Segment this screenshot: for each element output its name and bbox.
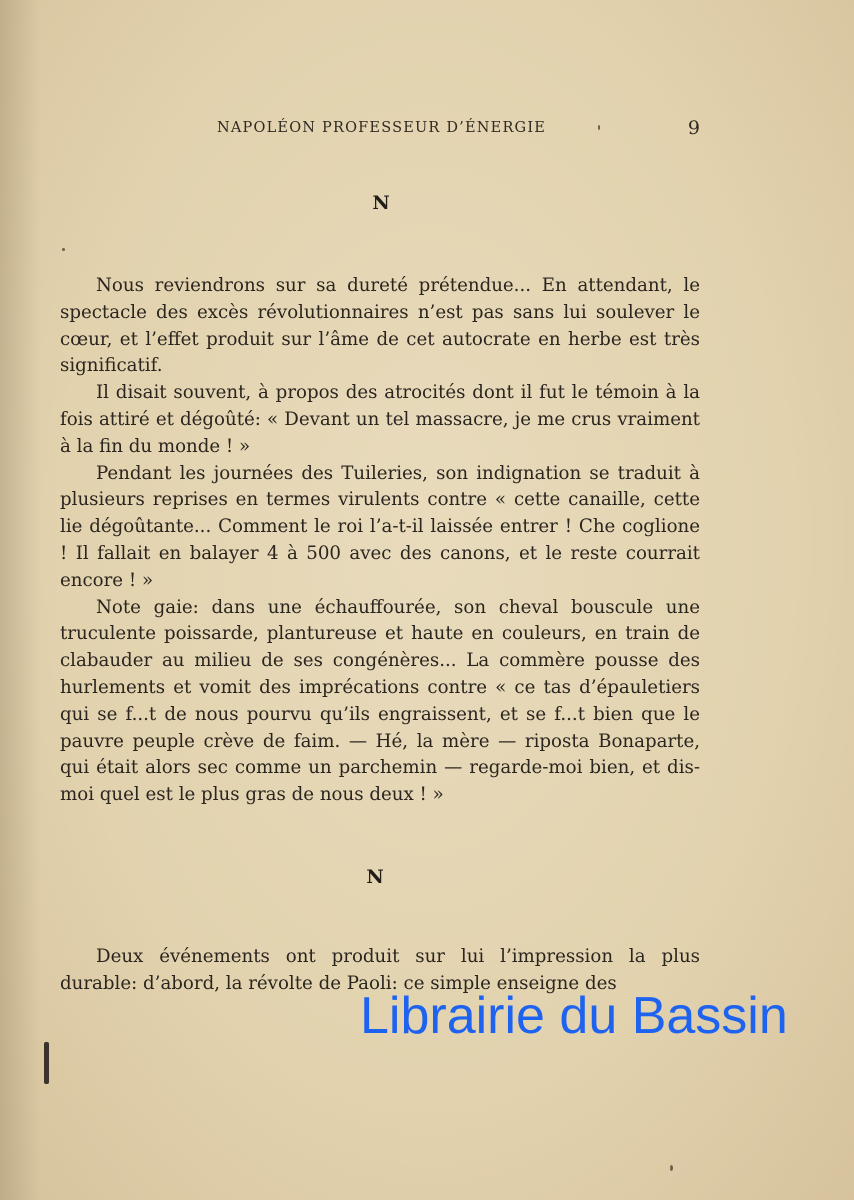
- section-separator: N: [366, 866, 384, 888]
- running-title: NAPOLÉON PROFESSEUR D’ÉNERGIE: [217, 120, 547, 136]
- paper-speck: [670, 1165, 673, 1171]
- paragraph: Note gaie: dans une échauffourée, son cheval bouscule une truculente poissarde, plantureuse et haute en couleurs, en train de clabauder au milieu de ses congénères... La commère pousse des hurlements et vomit des imprécations contre « ce tas d’épauletiers qui se f...t de nous pourvu qu’ils engraissent, et se f...t bien que le pauvre peuple crève de faim. — Hé, la mère — riposta Bonaparte, qui était alors sec comme un parchemin — regarde-moi bien, et dis-moi quel est le plus gras de nous deux ! »: [60, 596, 700, 806]
- paragraph: Pendant les journées des Tuileries, son indignation se traduit à plusieurs reprises en termes virulents contre « cette canaille, cette lie dégoûtante... Comment le roi l’a-t-il laissée entrer ! Che coglione ! Il fallait en balayer 4 à 500 avec des canons, et le reste courrait encore ! »: [60, 462, 700, 591]
- watermark-text: Librairie du Bassin: [360, 987, 788, 1045]
- page-number: 9: [687, 117, 700, 139]
- margin-ink-mark: [44, 1042, 49, 1084]
- paragraph: Deux événements ont produit sur lui l’impression la plus durable: d’abord, la révolte de Paoli: ce simple enseigne des: [60, 946, 700, 994]
- section-separator: N: [372, 192, 390, 214]
- running-header: [60, 117, 700, 143]
- page-edge-shadow: [0, 0, 40, 1200]
- paper-speck: [598, 125, 600, 130]
- paragraph: Il disait souvent, à propos des atrocités dont il fut le témoin à la fois attiré et dégoûté: « Devant un tel massacre, je me crus vraiment à la fin du monde ! »: [60, 382, 700, 457]
- text-block-1: [60, 273, 700, 809]
- paragraph: Nous reviendrons sur sa dureté prétendue... En attendant, le spectacle des excès révolutionnaires n’est pas sans lui soulever le cœur, et l’effet produit sur l’âme de cet autocrate en herbe est très significatif.: [60, 275, 700, 377]
- paper-speck: [62, 248, 65, 251]
